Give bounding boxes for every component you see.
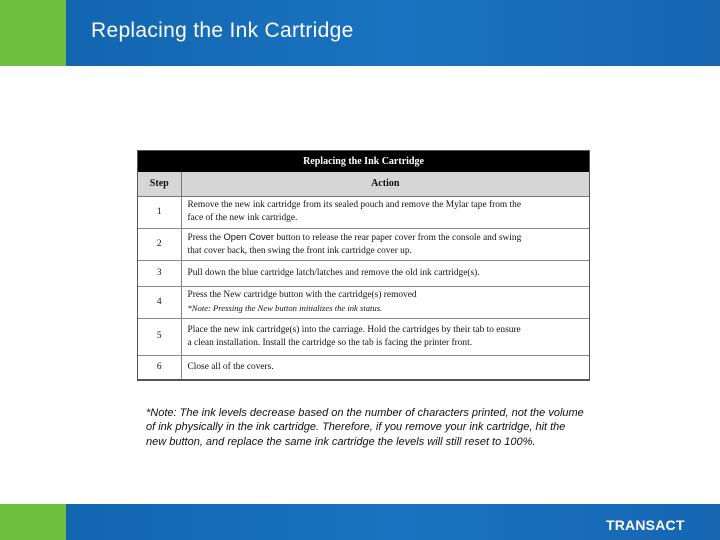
table-row [138, 196, 589, 228]
transact-logo: TRANSACT [606, 517, 685, 533]
step-action [181, 196, 589, 228]
step-number: 3 [138, 260, 181, 286]
table-row [138, 228, 589, 260]
action-line: a clean installation. Install the cartridge so the tab is facing the printer front. [187, 337, 473, 348]
header-accent [0, 0, 66, 66]
action-note: *Note: Pressing the New button initializes the ink status. [187, 302, 383, 313]
button-name: Open Cover [223, 231, 274, 242]
action-line: Remove the new ink cartridge from its sealed pouch and remove the Mylar tape from the [187, 200, 521, 210]
step-number: 6 [138, 355, 181, 379]
step-action [181, 318, 589, 355]
table-row [138, 355, 589, 379]
step-number: 2 [138, 228, 181, 260]
action-line: Place the new ink cartridge(s) into the carriage. Hold the cartridges by their tab to ensure [187, 324, 521, 335]
step-action [181, 260, 589, 286]
table-row [138, 260, 589, 286]
footnote: *Note: The ink levels decrease based on the number of characters printed, not the volume of ink physically in the ink cartridge. Therefore, if you remove your ink cartridge, hit the new button, and replace the same ink cartridge the levels will still reset to 100%. [146, 407, 584, 448]
action-line: face of the new ink cartridge. [187, 213, 298, 223]
footer-accent [0, 504, 66, 540]
step-action [181, 228, 589, 260]
step-action [181, 355, 589, 379]
slide-title: Replacing the Ink Cartridge [91, 19, 354, 42]
action-text: button to release the rear paper cover from the console and swing [273, 233, 522, 243]
table-caption: Replacing the Ink Cartridge [138, 151, 589, 172]
action-line: Pull down the blue cartridge latch/latches and remove the old ink cartridge(s). [187, 267, 480, 278]
column-header-action: Action [181, 172, 589, 196]
column-header-step: Step [138, 172, 181, 196]
steps-table [137, 150, 590, 381]
action-text: Press the [187, 233, 224, 243]
step-action [181, 286, 589, 318]
action-line: that cover back, then swing the front ink cartridge cover up. [187, 246, 412, 256]
step-number: 4 [138, 286, 181, 318]
action-line: Close all of the covers. [187, 361, 274, 372]
table-row [138, 286, 589, 318]
action-line: Press the New cartridge button with the cartridge(s) removed [187, 289, 417, 300]
step-number: 1 [138, 196, 181, 228]
table-row [138, 318, 589, 355]
step-number: 5 [138, 318, 181, 355]
